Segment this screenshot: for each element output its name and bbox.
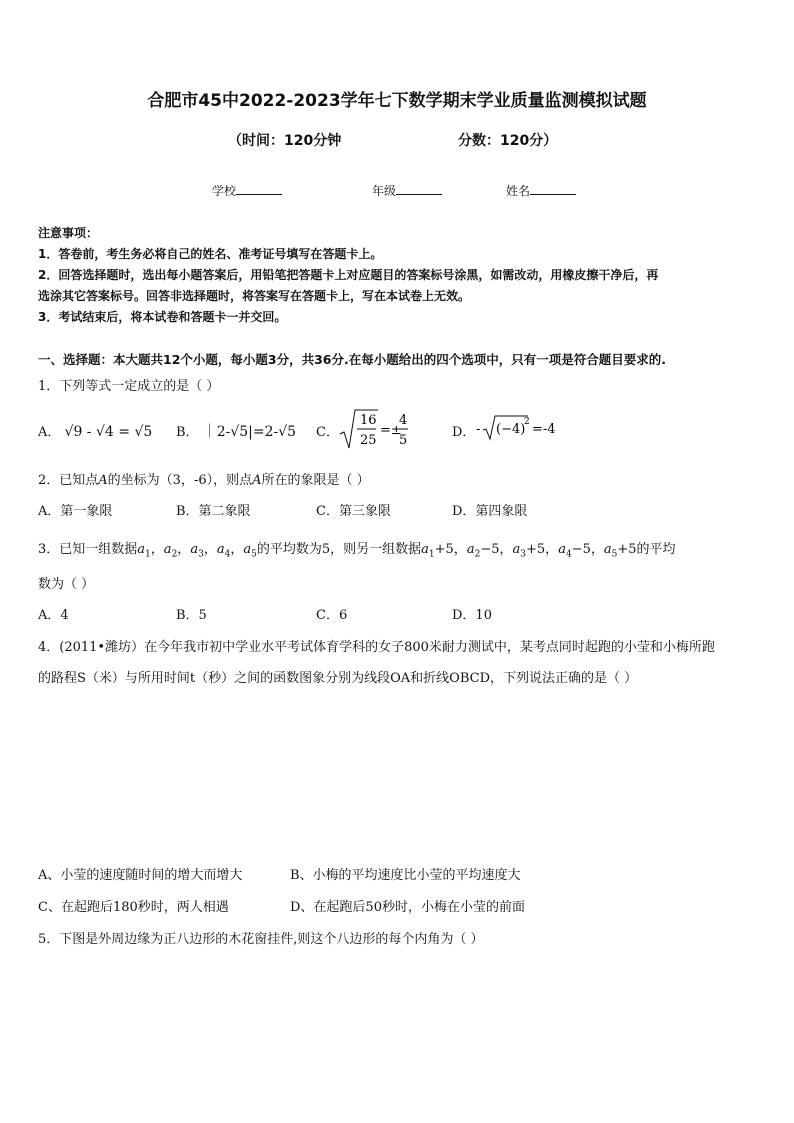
q1-option-c[interactable] <box>316 421 339 440</box>
q1-option-b[interactable] <box>176 421 296 441</box>
svg-text:-: - <box>476 422 481 437</box>
q2-option-c[interactable]: C．第三象限 <box>316 504 391 519</box>
school-blank[interactable] <box>236 183 282 195</box>
q3-option-b[interactable]: B．5 <box>176 608 207 623</box>
notice-item-2: 2．回答选择题时，选出每小题答案后，用铅笔把答题卡上对应题目的答案标号涂黑，如需改动，用橡皮擦干净后，再 <box>38 268 659 282</box>
q4-option-b[interactable]: B、小梅的平均速度比小莹的平均速度大 <box>290 868 521 883</box>
q1-d-expr <box>474 413 564 443</box>
q4-stem-line1: 4．(2011•潍坊）在今年我市初中学业水平考试体育学科的女子800米耐力测试中，某考点同时起跑的小莹和小梅所跑 <box>38 640 715 655</box>
svg-text:25: 25 <box>360 433 377 448</box>
notice-heading: 注意事项： <box>38 226 99 240</box>
section-heading: 一、选择题：本大题共12个小题，每小题3分，共36分.在每小题给出的四个选项中，只有一项是符合题目要求的. <box>38 352 666 367</box>
q3-option-a[interactable]: A．4 <box>38 608 69 623</box>
q4-option-a[interactable]: A、小莹的速度随时间的增大而增大 <box>38 868 243 883</box>
q2-option-a[interactable]: A．第一象限 <box>38 504 113 519</box>
notice-item-3: 3．考试结束后，将本试卷和答题卡一并交回。 <box>38 310 287 324</box>
q1-stem: 1．下列等式一定成立的是（ ） <box>38 379 220 394</box>
q1-c-expr <box>338 406 418 452</box>
notice-item-1: 1．答卷前，考生务必将自己的姓名、准考证号填写在答题卡上。 <box>38 247 383 261</box>
q3-stem-line1: 3．已知一组数据$a_1$，$a_2$，$a_3$，$a_4$，$a_5$的平均数为5，则另一组数据$a_1+5$，$a_2-5$，$a_3+5$，$a_4-5$，$a_5+5$的平均 <box>38 542 676 560</box>
q2-stem: 2．已知点A的坐标为（3，-6），则点A所在的象限是（ ） <box>38 473 370 488</box>
q1-d-label: D． <box>452 425 476 440</box>
svg-text:=-4: =-4 <box>532 422 556 437</box>
q1-b-expr: ｜2-√5|=2-√5 <box>202 424 297 440</box>
q2-option-d[interactable]: D．第四象限 <box>452 504 528 519</box>
q1-a-expr: √9 - √4 = √5 <box>64 424 153 440</box>
grade-field <box>372 182 442 199</box>
grade-label: 年级 <box>372 184 397 198</box>
svg-text:4: 4 <box>399 413 408 428</box>
q1-c-label: C． <box>316 425 339 440</box>
q4-option-c[interactable]: C、在起跑后180秒时，两人相遇 <box>38 900 229 915</box>
name-label: 姓名 <box>506 184 531 198</box>
name-blank[interactable] <box>530 183 576 195</box>
q1-b-label: B． <box>176 425 199 440</box>
exam-score: 分数：120分） <box>458 133 558 149</box>
q3-stem-line2: 数为（ ） <box>38 577 95 592</box>
svg-text:(−4): (−4) <box>496 422 526 437</box>
svg-text:=±: =± <box>380 423 402 438</box>
school-label: 学校 <box>212 184 237 198</box>
q4-option-d[interactable]: D、在起跑后50秒时，小梅在小莹的前面 <box>290 900 525 915</box>
q3-option-d[interactable]: D．10 <box>452 608 492 623</box>
q3-option-c[interactable]: C．6 <box>316 608 348 623</box>
notice-item-2-cont: 选涂其它答案标号。回答非选择题时，将答案写在答题卡上，写在本试卷上无效。 <box>38 289 471 303</box>
svg-text:2: 2 <box>524 417 530 427</box>
svg-text:5: 5 <box>399 433 408 448</box>
svg-text:16: 16 <box>360 413 377 428</box>
grade-blank[interactable] <box>396 183 442 195</box>
q4-stem-line2: 的路程S（米）与所用时间t（秒）之间的函数图象分别为线段OA和折线OBCD，下列说法正确的是（ ） <box>38 671 638 686</box>
school-field <box>212 182 282 199</box>
name-field <box>506 182 576 199</box>
page-title: 合肥市45中2022-2023学年七下数学期末学业质量监测模拟试题 <box>147 91 647 111</box>
q2-option-b[interactable]: B．第二象限 <box>176 504 251 519</box>
q1-option-a[interactable] <box>38 421 152 440</box>
q1-option-d[interactable] <box>452 421 475 440</box>
q1-a-label: A． <box>38 425 61 440</box>
exam-time: （时间：120分钟 <box>228 133 342 149</box>
q5-stem: 5．下图是外周边缘为正八边形的木花窗挂件,则这个八边形的每个内角为（ ） <box>38 932 484 947</box>
